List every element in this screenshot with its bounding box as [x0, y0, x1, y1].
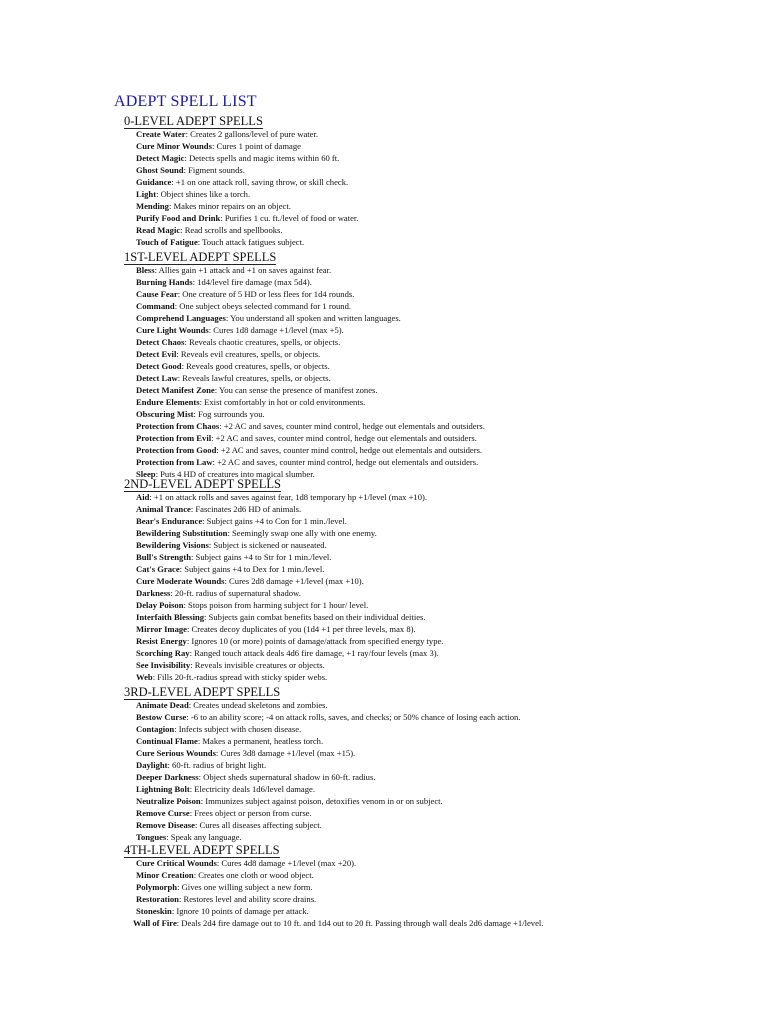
spell-description: : +1 on one attack roll, saving throw, or skill check.	[171, 177, 349, 187]
spell-description: : One subject obeys selected command for 1 round.	[174, 301, 352, 311]
spell-name: Cause Fear	[136, 289, 178, 299]
spell-entry	[136, 420, 768, 432]
spell-entry	[136, 300, 768, 312]
spell-description: : Electricity deals 1d6/level damage.	[189, 784, 316, 794]
spell-name: Cure Moderate Wounds	[136, 576, 225, 586]
spell-name: Protection from Law	[136, 457, 213, 467]
spell-description: : 1d4/level fire damage (max 5d4).	[192, 277, 312, 287]
spell-description: : You can sense the presence of manifest zones.	[214, 385, 378, 395]
spell-name: Purify Food and Drink	[136, 213, 221, 223]
spell-entry	[133, 917, 768, 929]
spell-description: : Fascinates 2d6 HD of animals.	[190, 504, 302, 514]
spell-description: : Subject gains +4 to Str for 1 min./level.	[191, 552, 332, 562]
spell-description: : Reveals good creatures, spells, or objects.	[181, 361, 330, 371]
spell-list	[0, 264, 768, 480]
spell-description: : Ranged touch attack deals 4d6 fire damage, +1 ray/four levels (max 3).	[189, 648, 439, 658]
spell-entry	[136, 360, 768, 372]
spell-entry	[136, 881, 768, 893]
spell-name: Continual Flame	[136, 736, 198, 746]
spell-description: : Read scrolls and spellbooks.	[180, 225, 283, 235]
spell-name: Tongues	[136, 832, 167, 842]
spell-entry	[136, 563, 768, 575]
spell-description: : Subject gains +4 to Con for 1 min./level.	[202, 516, 347, 526]
spell-entry	[136, 276, 768, 288]
spell-list	[0, 857, 768, 929]
spell-entry	[136, 831, 768, 843]
spell-entry	[136, 699, 768, 711]
spell-entry	[136, 659, 768, 671]
spell-name: Obscuring Mist	[136, 409, 194, 419]
spell-entry	[136, 711, 768, 723]
spell-entry	[136, 152, 768, 164]
spell-name: Bless	[136, 265, 155, 275]
spell-description: : Subject gains +4 to Dex for 1 min./level.	[179, 564, 325, 574]
spell-entry	[136, 312, 768, 324]
spell-name: Lightning Bolt	[136, 784, 190, 794]
spell-section	[0, 251, 768, 480]
spell-name: Detect Law	[136, 373, 178, 383]
spell-entry	[136, 647, 768, 659]
spell-description: : Detects spells and magic items within 60 ft.	[184, 153, 340, 163]
spell-name: Scorching Ray	[136, 648, 190, 658]
spell-description: : Deals 2d4 fire damage out to 10 ft. and 1d4 out to 20 ft. Passing through wall deals 2d6 damage +1/level.	[176, 918, 544, 928]
spell-description: : Ignore 10 points of damage per attack.	[171, 906, 309, 916]
spell-entry	[136, 747, 768, 759]
spell-entry	[136, 575, 768, 587]
spell-description: : Infects subject with chosen disease.	[174, 724, 302, 734]
spell-name: Restoration	[136, 894, 179, 904]
spell-name: Interfaith Blessing	[136, 612, 205, 622]
spell-entry	[136, 723, 768, 735]
spell-description: : Creates decoy duplicates of you (1d4 +1 per three levels, max 8).	[187, 624, 416, 634]
spell-entry	[136, 200, 768, 212]
spell-name: Bear's Endurance	[136, 516, 203, 526]
spell-description: : Cures 1d8 damage +1/level (max +5).	[208, 325, 344, 335]
spell-name: Mending	[136, 201, 169, 211]
spell-name: Darkness	[136, 588, 171, 598]
spell-description: : Object shines like a torch.	[156, 189, 251, 199]
spell-description: : Exist comfortably in hot or cold environments.	[199, 397, 366, 407]
spell-entry	[136, 905, 768, 917]
spell-entry	[136, 539, 768, 551]
spell-description: : Purifies 1 cu. ft./level of food or water.	[220, 213, 359, 223]
section-heading	[124, 115, 768, 128]
spell-name: Aid	[136, 492, 150, 502]
spell-description: : Touch attack fatigues subject.	[197, 237, 305, 247]
spell-entry	[136, 336, 768, 348]
spell-description: : +1 on attack rolls and saves against fear, 1d8 temporary hp +1/level (max +10).	[149, 492, 428, 502]
spell-name: Cure Serious Wounds	[136, 748, 216, 758]
spell-name: Animal Trance	[136, 504, 191, 514]
spell-description: : Creates one cloth or wood object.	[193, 870, 314, 880]
spell-entry	[136, 893, 768, 905]
spell-description: : Fog surrounds you.	[193, 409, 265, 419]
spell-entry	[136, 623, 768, 635]
spell-name: Cure Light Wounds	[136, 325, 209, 335]
spell-name: Deeper Darkness	[136, 772, 199, 782]
spell-section	[0, 686, 768, 843]
spell-entry	[136, 807, 768, 819]
spell-name: Cure Minor Wounds	[136, 141, 212, 151]
spell-name: Guidance	[136, 177, 172, 187]
spell-entry	[136, 503, 768, 515]
spell-description: : Makes minor repairs on an object.	[168, 201, 291, 211]
spell-name: Detect Chaos	[136, 337, 185, 347]
spell-list	[0, 128, 768, 248]
spell-entry	[136, 771, 768, 783]
spell-description: : Cures 3d8 damage +1/level (max +15).	[215, 748, 356, 758]
spell-description: : -6 to an ability score; -4 on attack rolls, saves, and checks; or 50% chance of losing each action.	[186, 712, 521, 722]
spell-list	[0, 491, 768, 683]
spell-section	[0, 115, 768, 248]
spell-name: Ghost Sound	[136, 165, 184, 175]
spell-entry	[136, 396, 768, 408]
spell-name: Detect Evil	[136, 349, 177, 359]
spell-name: Detect Manifest Zone	[136, 385, 215, 395]
spell-entry	[136, 599, 768, 611]
section-heading	[124, 251, 768, 264]
spell-entry	[136, 188, 768, 200]
spell-name: Bestow Curse	[136, 712, 187, 722]
spell-description: : Makes a permanent, heatless torch.	[197, 736, 324, 746]
section-heading-text: 0-LEVEL ADEPT SPELLS	[124, 114, 263, 128]
spell-description: : Reveals invisible creatures or objects.	[190, 660, 325, 670]
spell-description: : Cures 2d8 damage +1/level (max +10).	[224, 576, 364, 586]
spell-description: : Fills 20-ft.-radius spread with sticky spider webs.	[152, 672, 328, 682]
page-title: ADEPT SPELL LIST	[114, 93, 257, 110]
spell-name: Detect Good	[136, 361, 182, 371]
spell-description: : +2 AC and saves, counter mind control, hedge out elementals and outsiders.	[211, 433, 477, 443]
spell-name: Delay Poison	[136, 600, 184, 610]
spell-entry	[136, 224, 768, 236]
spell-description: : Creates 2 gallons/level of pure water.	[185, 129, 319, 139]
section-heading	[124, 844, 768, 857]
spell-name: See Invisibility	[136, 660, 191, 670]
spell-name: Comprehend Languages	[136, 313, 226, 323]
spell-entry	[136, 857, 768, 869]
spell-entry	[136, 551, 768, 563]
spell-name: Remove Curse	[136, 808, 190, 818]
spell-name: Cure Critical Wounds	[136, 858, 217, 868]
spell-entry	[136, 735, 768, 747]
spell-entry	[136, 408, 768, 420]
spell-name: Cat's Grace	[136, 564, 180, 574]
spell-entry	[136, 264, 768, 276]
spell-name: Create Water	[136, 129, 186, 139]
spell-description: : Reveals chaotic creatures, spells, or objects.	[184, 337, 341, 347]
spell-description: : Immunizes subject against poison, detoxifies venom in or on subject.	[200, 796, 443, 806]
spell-name: Protection from Chaos	[136, 421, 220, 431]
spell-entry	[136, 456, 768, 468]
spell-description: : Reveals lawful creatures, spells, or objects.	[177, 373, 331, 383]
spell-entry	[136, 783, 768, 795]
spell-entry	[136, 140, 768, 152]
spell-description: : +2 AC and saves, counter mind control, hedge out elementals and outsiders.	[219, 421, 485, 431]
spell-entry	[136, 819, 768, 831]
spell-entry	[136, 515, 768, 527]
spell-entry	[136, 527, 768, 539]
spell-name: Neutralize Poison	[136, 796, 201, 806]
spell-entry	[136, 635, 768, 647]
spell-entry	[136, 212, 768, 224]
spell-name: Detect Magic	[136, 153, 185, 163]
spell-name: Bewildering Substitution	[136, 528, 228, 538]
spell-name: Daylight	[136, 760, 168, 770]
spell-name: Wall of Fire	[133, 918, 177, 928]
spell-name: Command	[136, 301, 175, 311]
section-heading-text: 2ND-LEVEL ADEPT SPELLS	[124, 477, 281, 491]
spell-description: : Reveals evil creatures, spells, or objects.	[176, 349, 321, 359]
spell-entry	[136, 432, 768, 444]
section-heading	[124, 686, 768, 699]
spell-list	[0, 699, 768, 843]
spell-description: : Cures all diseases affecting subject.	[194, 820, 322, 830]
spell-entry	[136, 372, 768, 384]
spell-entry	[136, 384, 768, 396]
spell-description: : Allies gain +1 attack and +1 on saves against fear.	[154, 265, 332, 275]
spell-name: Polymorph	[136, 882, 178, 892]
spell-name: Mirror Image	[136, 624, 187, 634]
spell-description: : Gives one willing subject a new form.	[177, 882, 313, 892]
spell-description: : Cures 1 point of damage	[211, 141, 301, 151]
spell-entry	[136, 444, 768, 456]
spell-description: : Object sheds supernatural shadow in 60-ft. radius.	[198, 772, 376, 782]
section-heading-text: 3RD-LEVEL ADEPT SPELLS	[124, 685, 281, 699]
spell-description: : +2 AC and saves, counter mind control, hedge out elementals and outsiders.	[212, 457, 479, 467]
spell-name: Resist Energy	[136, 636, 187, 646]
spell-name: Contagion	[136, 724, 175, 734]
spell-entry	[136, 611, 768, 623]
spell-description: : Restores level and ability score drains.	[178, 894, 317, 904]
spell-entry	[136, 869, 768, 881]
spell-description: : Puts 4 HD of creatures into magical slumber.	[155, 469, 315, 479]
spell-name: Animate Dead	[136, 700, 189, 710]
spell-name: Endure Elements	[136, 397, 200, 407]
spell-description: : Subject is sickened or nauseated.	[208, 540, 327, 550]
spell-description: : +2 AC and saves, counter mind control, hedge out elementals and outsiders.	[216, 445, 483, 455]
section-heading-text: 1ST-LEVEL ADEPT SPELLS	[124, 250, 277, 264]
spell-name: Stoneskin	[136, 906, 172, 916]
spell-description: : Figment sounds.	[183, 165, 245, 175]
spell-description: : Creates undead skeletons and zombies.	[188, 700, 328, 710]
spell-description: : Speak any language.	[166, 832, 242, 842]
spell-description: : Stops poison from harming subject for 1 hour/ level.	[183, 600, 369, 610]
spell-entry	[136, 759, 768, 771]
spell-entry	[136, 128, 768, 140]
spell-description: : Cures 4d8 damage +1/level (max +20).	[216, 858, 357, 868]
spell-name: Touch of Fatigue	[136, 237, 198, 247]
spell-entry	[136, 288, 768, 300]
spell-name: Bewildering Visions	[136, 540, 209, 550]
spell-entry	[136, 795, 768, 807]
spell-entry	[136, 176, 768, 188]
spell-entry	[136, 236, 768, 248]
section-heading	[124, 478, 768, 491]
spell-description: : 60-ft. radius of bright light.	[167, 760, 267, 770]
spell-name: Light	[136, 189, 157, 199]
spell-entry	[136, 587, 768, 599]
spell-name: Minor Creation	[136, 870, 194, 880]
spell-name: Bull's Strength	[136, 552, 191, 562]
spell-description: : Seemingly swap one ally with one enemy.	[227, 528, 377, 538]
spell-name: Remove Disease	[136, 820, 195, 830]
spell-entry	[136, 671, 768, 683]
spell-description: : Subjects gain combat benefits based on their individual deities.	[204, 612, 426, 622]
spell-description: : You understand all spoken and written languages.	[225, 313, 401, 323]
spell-section	[0, 844, 768, 929]
spell-name: Read Magic	[136, 225, 181, 235]
spell-description: : Frees object or person from curse.	[189, 808, 312, 818]
spell-name: Burning Hands	[136, 277, 193, 287]
spell-name: Protection from Good	[136, 445, 217, 455]
spell-name: Protection from Evil	[136, 433, 212, 443]
spell-entry	[136, 491, 768, 503]
spell-section	[0, 478, 768, 683]
spell-entry	[136, 348, 768, 360]
spell-name: Sleep	[136, 469, 156, 479]
section-heading-text: 4TH-LEVEL ADEPT SPELLS	[124, 843, 280, 857]
spell-entry	[136, 164, 768, 176]
spell-description: : Ignores 10 (or more) points of damage/attack from specified energy type.	[186, 636, 444, 646]
spell-entry	[136, 324, 768, 336]
spell-description: : 20-ft. radius of supernatural shadow.	[170, 588, 301, 598]
spell-name: Web	[136, 672, 153, 682]
spell-description: : One creature of 5 HD or less flees for 1d4 rounds.	[177, 289, 355, 299]
